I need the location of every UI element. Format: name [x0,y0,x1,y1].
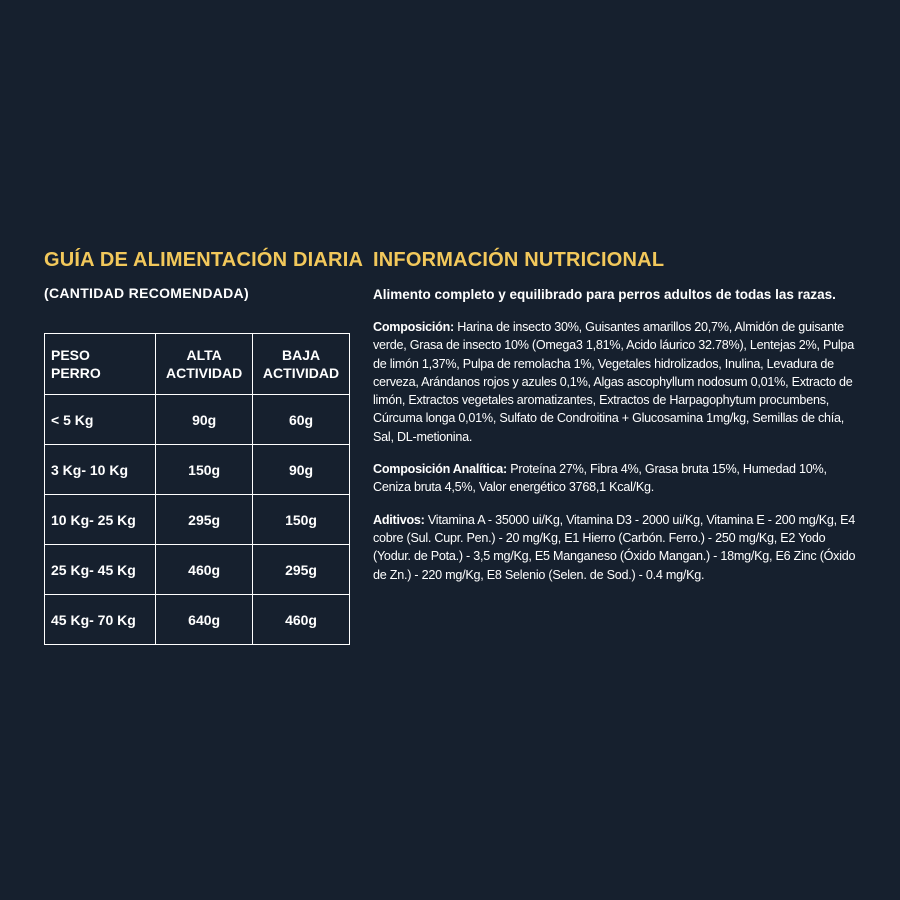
cell-low-activity: 460g [253,595,350,645]
additives-label: Aditivos: [373,512,425,527]
cell-low-activity: 295g [253,545,350,595]
column-header-low-activity [253,334,350,395]
feeding-table-header-row [45,334,350,395]
column-header-weight [45,334,156,395]
column-header-high-activity [156,334,253,395]
column-header-high-line1: ALTA [186,347,222,363]
nutrition-section [373,246,863,596]
cell-high-activity: 460g [156,545,253,595]
analytical-composition-paragraph [373,460,863,497]
table-row [45,495,350,545]
cell-weight: 45 Kg- 70 Kg [45,595,156,645]
feeding-table [44,333,350,645]
composition-paragraph [373,318,863,446]
cell-high-activity: 150g [156,445,253,495]
cell-weight: < 5 Kg [45,395,156,445]
nutrition-intro: Alimento completo y equilibrado para perros adultos de todas las razas. [373,287,836,302]
analytical-composition-label: Composición Analítica: [373,462,507,477]
table-row [45,595,350,645]
nutrition-title: INFORMACIÓN NUTRICIONAL [373,249,665,271]
column-header-weight-line1: PESO [51,347,90,363]
table-row [45,445,350,495]
column-header-low-line1: BAJA [281,347,321,363]
feeding-guide-subtitle: (CANTIDAD RECOMENDADA) [44,285,249,301]
cell-low-activity: 150g [253,495,350,545]
cell-high-activity: 295g [156,495,253,545]
additives-text: Vitamina A - 35000 ui/Kg, Vitamina D3 - 2000 ui/Kg, Vitamina E - 200 mg/Kg, E4 cobre (Sul. Cupr. Pen.) - 20 mg/Kg, E1 Hierro (Carbón. Ferro.) - 250 mg/Kg, E2 Yodo (Yodur. de Pota.) - 3,5 mg/Kg, E5 Manganeso (Óxido Mangan.) - 18mg/Kg, E6 Zinc (Óxido de Zn.) - 220 mg/Kg, E8 Selenio (Selen. de Sod.) - 0.4 mg/Kg. [373,512,856,582]
cell-low-activity: 60g [253,395,350,445]
composition-label: Composición: [373,320,454,334]
table-row [45,545,350,595]
cell-weight: 25 Kg- 45 Kg [45,545,156,595]
cell-low-activity: 90g [253,445,350,495]
column-header-low-line2: ACTIVIDAD [262,365,340,381]
additives-paragraph [373,511,863,584]
cell-weight: 10 Kg- 25 Kg [45,495,156,545]
table-row [45,395,350,445]
column-header-weight-line2: PERRO [51,365,101,381]
feeding-guide-title: GUÍA DE ALIMENTACIÓN DIARIA [44,249,364,271]
analytical-composition-text: Proteína 27%, Fibra 4%, Grasa bruta 15%, Humedad 10%, Ceniza bruta 4,5%, Valor energético 3768,1 Kcal/Kg. [373,462,827,495]
column-header-high-line2: ACTIVIDAD [166,365,243,381]
cell-high-activity: 90g [156,395,253,445]
cell-weight: 3 Kg- 10 Kg [45,445,156,495]
cell-high-activity: 640g [156,595,253,645]
composition-text: Harina de insecto 30%, Guisantes amarillos 20,7%, Almidón de guisante verde, Grasa de insecto 10% (Omega3 1,81%, Acido láurico 32.78%), Lentejas 2%, Pulpa de limón 1,37%, Pulpa de remolacha 1%, Vegetales hidrolizados, Inulina, Levadura de cerveza, Arándanos rojos y azules 0,1%, Algas ascophyllum nodosum 0,01%, Extracto de limón, Extractos vegetales aromatizantes, Extractos de Harpagophytum procumbens, Cúrcuma longa 0,01%, Sulfato de Condroitina + Glucosamina 1mg/kg, Semillas de chía, Sal, DL-metionina. [373,320,854,444]
feeding-guide-section [44,246,364,628]
